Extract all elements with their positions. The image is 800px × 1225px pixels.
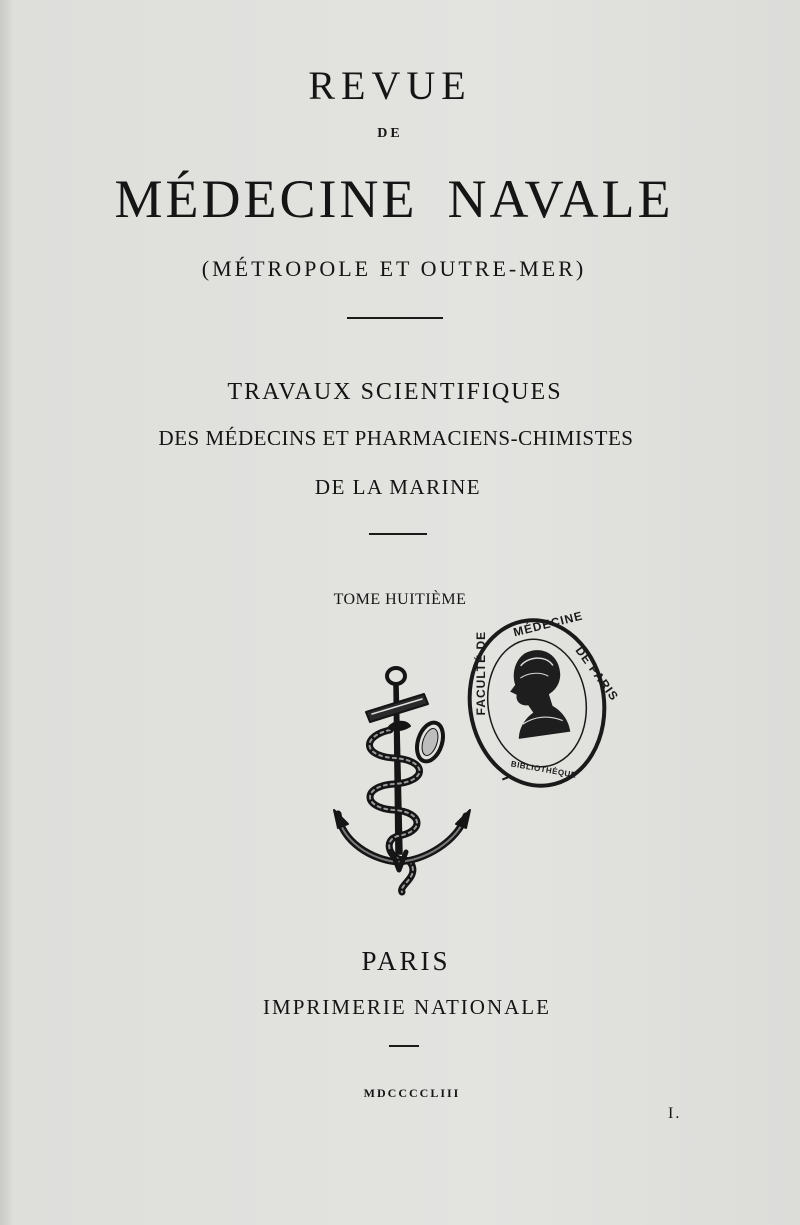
journal-subtitle: (MÉTROPOLE ET OUTRE-MER) bbox=[201, 256, 587, 281]
svg-text:DE PARIS: DE PARIS bbox=[572, 643, 622, 704]
svg-text:MÉDECINE: MÉDECINE bbox=[511, 608, 585, 640]
section-title-marine: DE LA MARINE bbox=[314, 475, 482, 499]
signature-mark: I. bbox=[668, 1105, 682, 1122]
svg-text:FACULTÉ DE: FACULTÉ DE bbox=[474, 630, 489, 716]
divider-top bbox=[347, 317, 443, 319]
journal-title-main bbox=[114, 169, 674, 229]
section-title-medecins: DES MÉDECINS ET PHARMACIENS-CHIMISTES bbox=[158, 426, 634, 450]
journal-title-medecine: MÉDECINE bbox=[114, 169, 418, 229]
journal-title-de: DE bbox=[377, 126, 403, 141]
anchor-caduceus-emblem-icon bbox=[332, 664, 472, 896]
library-stamp bbox=[462, 608, 622, 794]
journal-title-navale: NAVALE bbox=[447, 169, 674, 229]
section-title-travaux: TRAVAUX SCIENTIFIQUES bbox=[227, 379, 563, 405]
imprint-city: PARIS bbox=[361, 946, 451, 976]
divider-bottom bbox=[389, 1045, 419, 1047]
imprint-year: MDCCCCLIII bbox=[363, 1086, 461, 1100]
volume-label: TOME HUITIÈME bbox=[333, 591, 467, 608]
svg-text:BIBLIOTHÈQUE: BIBLIOTHÈQUE bbox=[510, 759, 578, 780]
divider-middle bbox=[369, 533, 427, 535]
journal-title-revue: REVUE bbox=[308, 63, 472, 108]
imprint-printer: IMPRIMERIE NATIONALE bbox=[263, 995, 551, 1019]
